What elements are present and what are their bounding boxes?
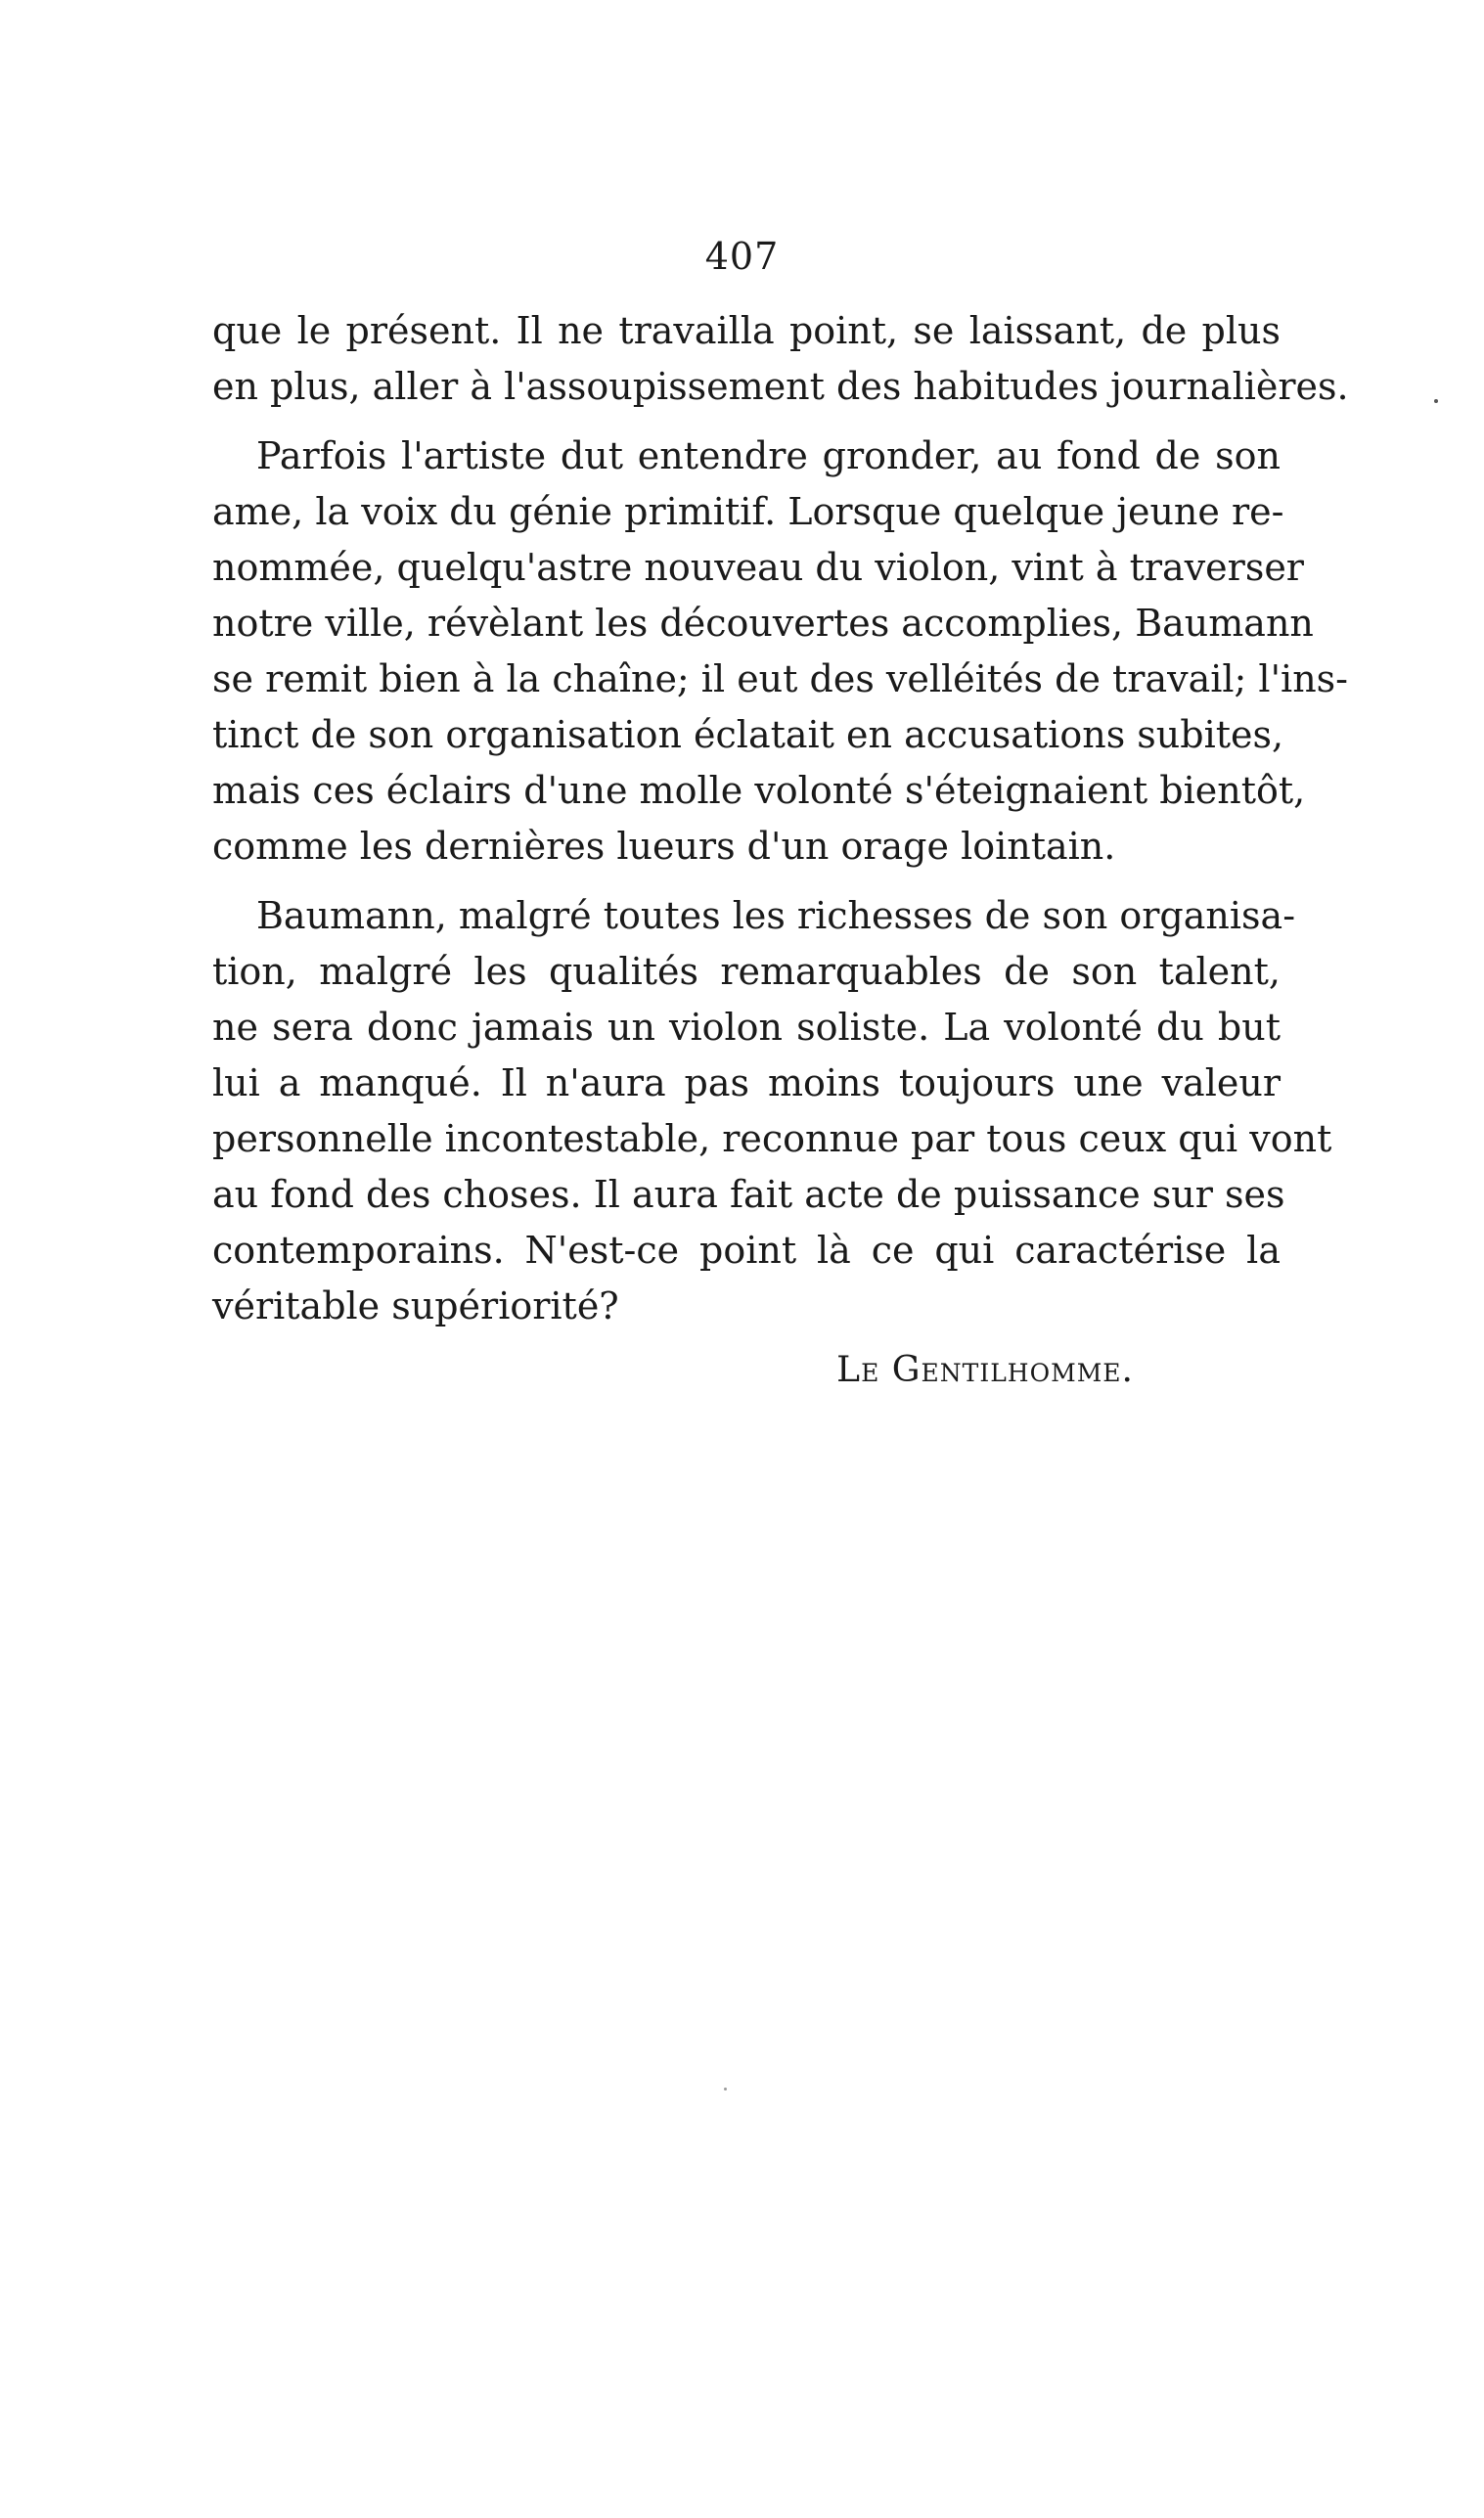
text-line: notre ville, révèlant les découvertes accomplies, Baumann: [212, 602, 1314, 645]
text-line: tinct de son organisation éclatait en accusations subites,: [212, 713, 1284, 756]
text-line: mais ces éclairs d'une molle volonté s'éteignaient bientôt,: [212, 769, 1306, 812]
text-line: Parfois l'artiste dut entendre gronder, au fond de son: [256, 434, 1281, 477]
scan-speck: [724, 2088, 727, 2091]
author-signature: Le Gentilhomme.: [836, 1350, 1134, 1390]
page-number: 407: [704, 235, 780, 278]
text-line: au fond des choses. Il aura fait acte de puissance sur ses: [212, 1173, 1285, 1216]
paragraph: [212, 888, 1332, 1334]
text-line: se remit bien à la chaîne; il eut des velléités de travail; l'ins-: [212, 657, 1349, 700]
text-line: comme les dernières lueurs d'un orage lointain.: [212, 825, 1116, 868]
text-line: contemporains. N'est-ce point là ce qui caractérise la: [212, 1229, 1281, 1272]
text-line: que le présent. Il ne travailla point, se laissant, de plus: [212, 309, 1281, 352]
scan-speck: [1434, 399, 1438, 403]
text-line: Baumann, malgré toutes les richesses de son organisa-: [256, 894, 1296, 937]
text-line: lui a manqué. Il n'aura pas moins toujours une valeur: [212, 1061, 1281, 1104]
text-line: personnelle incontestable, reconnue par tous ceux qui vont: [212, 1117, 1332, 1160]
text-line: ne sera donc jamais un violon soliste. La volonté du but: [212, 1006, 1281, 1049]
paragraph: [212, 428, 1349, 875]
body-text: [212, 303, 1349, 1398]
text-line: véritable supériorité?: [212, 1284, 619, 1327]
text-line: ame, la voix du génie primitif. Lorsque quelque jeune re-: [212, 490, 1284, 533]
paragraph: [212, 303, 1349, 415]
text-line: en plus, aller à l'assoupissement des habitudes journalières.: [212, 365, 1349, 408]
text-line: tion, malgré les qualités remarquables de son talent,: [212, 950, 1281, 993]
text-line: nommée, quelqu'astre nouveau du violon, vint à traverser: [212, 546, 1304, 589]
